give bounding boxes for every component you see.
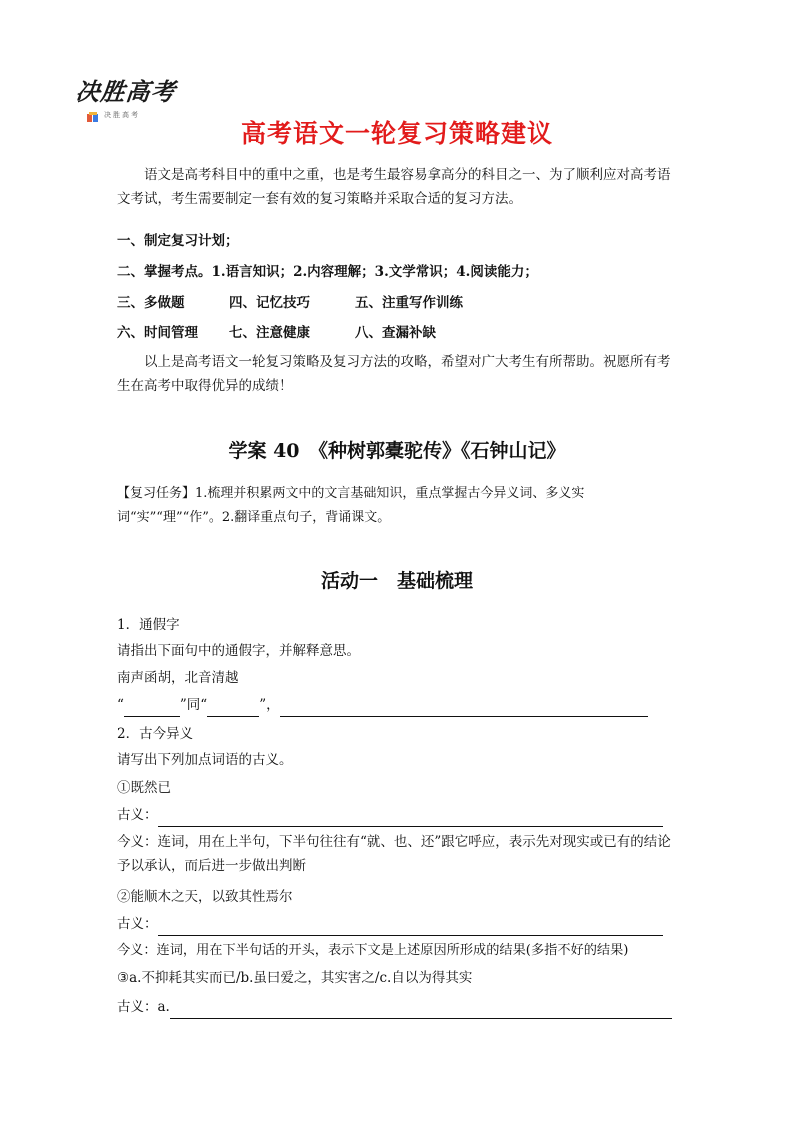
item1: ①既然已: [117, 780, 171, 796]
strategy-4: 四、记忆技巧: [229, 295, 310, 311]
lesson-title: 学案 40 《种树郭橐驼传》《石钟山记》: [228, 440, 566, 462]
logo-subtext: 决胜高考: [104, 111, 140, 119]
strategy-3: 三、多做题: [117, 295, 185, 311]
section2-instruction: 请写出下列加点词语的古义。: [117, 752, 293, 768]
outro-paragraph: 以上是高考语文一轮复习策略及复习方法的攻略，希望对广大考生有所帮助。祝愿所有考生在高考中取得优异的成绩！: [117, 354, 671, 394]
strategy-2: 二、掌握考点。1.语言知识；2.内容理解；3.文学常识；4.阅读能力；: [117, 264, 538, 280]
strategy-1: 一、制定复习计划；: [117, 233, 239, 249]
section1-instruction: 请指出下面句中的通假字，并解释意思。: [117, 643, 360, 659]
strategy-6: 六、时间管理: [117, 325, 198, 341]
logo-text: 决胜高考: [74, 78, 178, 106]
item2: ②能顺木之天，以致其性焉尔: [117, 889, 293, 905]
item1-jin: 今义：连词，用在上半句，下半句往往有“就、也、还”跟它呼应，表示先对现实或已有的结论予以承认，而后进一步做出判断: [117, 834, 671, 874]
blank-field-1[interactable]: [124, 702, 180, 717]
gu-prefix-a: a.: [157, 999, 170, 1015]
gu-label: 古义：: [117, 999, 158, 1015]
quote-mid: ”同“: [179, 697, 208, 713]
item2-jin: 今义：连词，用在下半句话的开头，表示下文是上述原因所形成的结果(多指不好的结果): [117, 943, 629, 958]
blank-field-4[interactable]: [158, 812, 663, 827]
intro-paragraph: 语文是高考科目中的重中之重，也是考生最容易拿高分的科目之一、为了顺利应对高考语文考试，考生需要制定一套有效的复习策略并采取合适的复习方法。: [117, 167, 671, 207]
strategy-7: 七、注意健康: [229, 325, 310, 341]
page-title: 高考语文一轮复习策略建议: [240, 119, 553, 148]
section1-heading: 1．通假字: [117, 617, 180, 633]
item2-gu-line: [117, 912, 679, 936]
review-task: [117, 482, 679, 530]
task-label: 【复习任务】: [117, 486, 196, 501]
blank-field-2[interactable]: [207, 702, 259, 717]
strategy-row-3: [117, 291, 463, 311]
item3-gu-line: [117, 995, 679, 1019]
activity-title: 活动一 基础梳理: [320, 570, 473, 592]
section1-answer-line: [117, 693, 687, 717]
strategy-row-4: [117, 321, 436, 341]
blank-field-3[interactable]: [280, 702, 648, 717]
section1-sentence: 南声函胡，北音清越: [117, 670, 239, 686]
task-text: 1.梳理并积累两文中的文言基础知识，重点掌握古今异义词、多义实词“实”“理”“作”。2.翻译重点句子，背诵课文。: [117, 486, 585, 525]
gu-label: 古义：: [117, 807, 158, 823]
quote-open: “: [117, 697, 124, 713]
item3: ③a.不抑耗其实而已/b.虽曰爱之，其实害之/c.自以为得其实: [117, 970, 473, 986]
section2-heading: 2．古今异义: [117, 726, 194, 742]
gu-label: 古义：: [117, 916, 158, 932]
strategy-8: 八、查漏补缺: [355, 325, 436, 341]
strategy-5: 五、注重写作训练: [355, 295, 463, 311]
quote-close: ”，: [259, 697, 280, 713]
item1-gu-line: [117, 803, 679, 827]
blank-field-6[interactable]: [170, 1004, 672, 1019]
blank-field-5[interactable]: [158, 921, 663, 936]
